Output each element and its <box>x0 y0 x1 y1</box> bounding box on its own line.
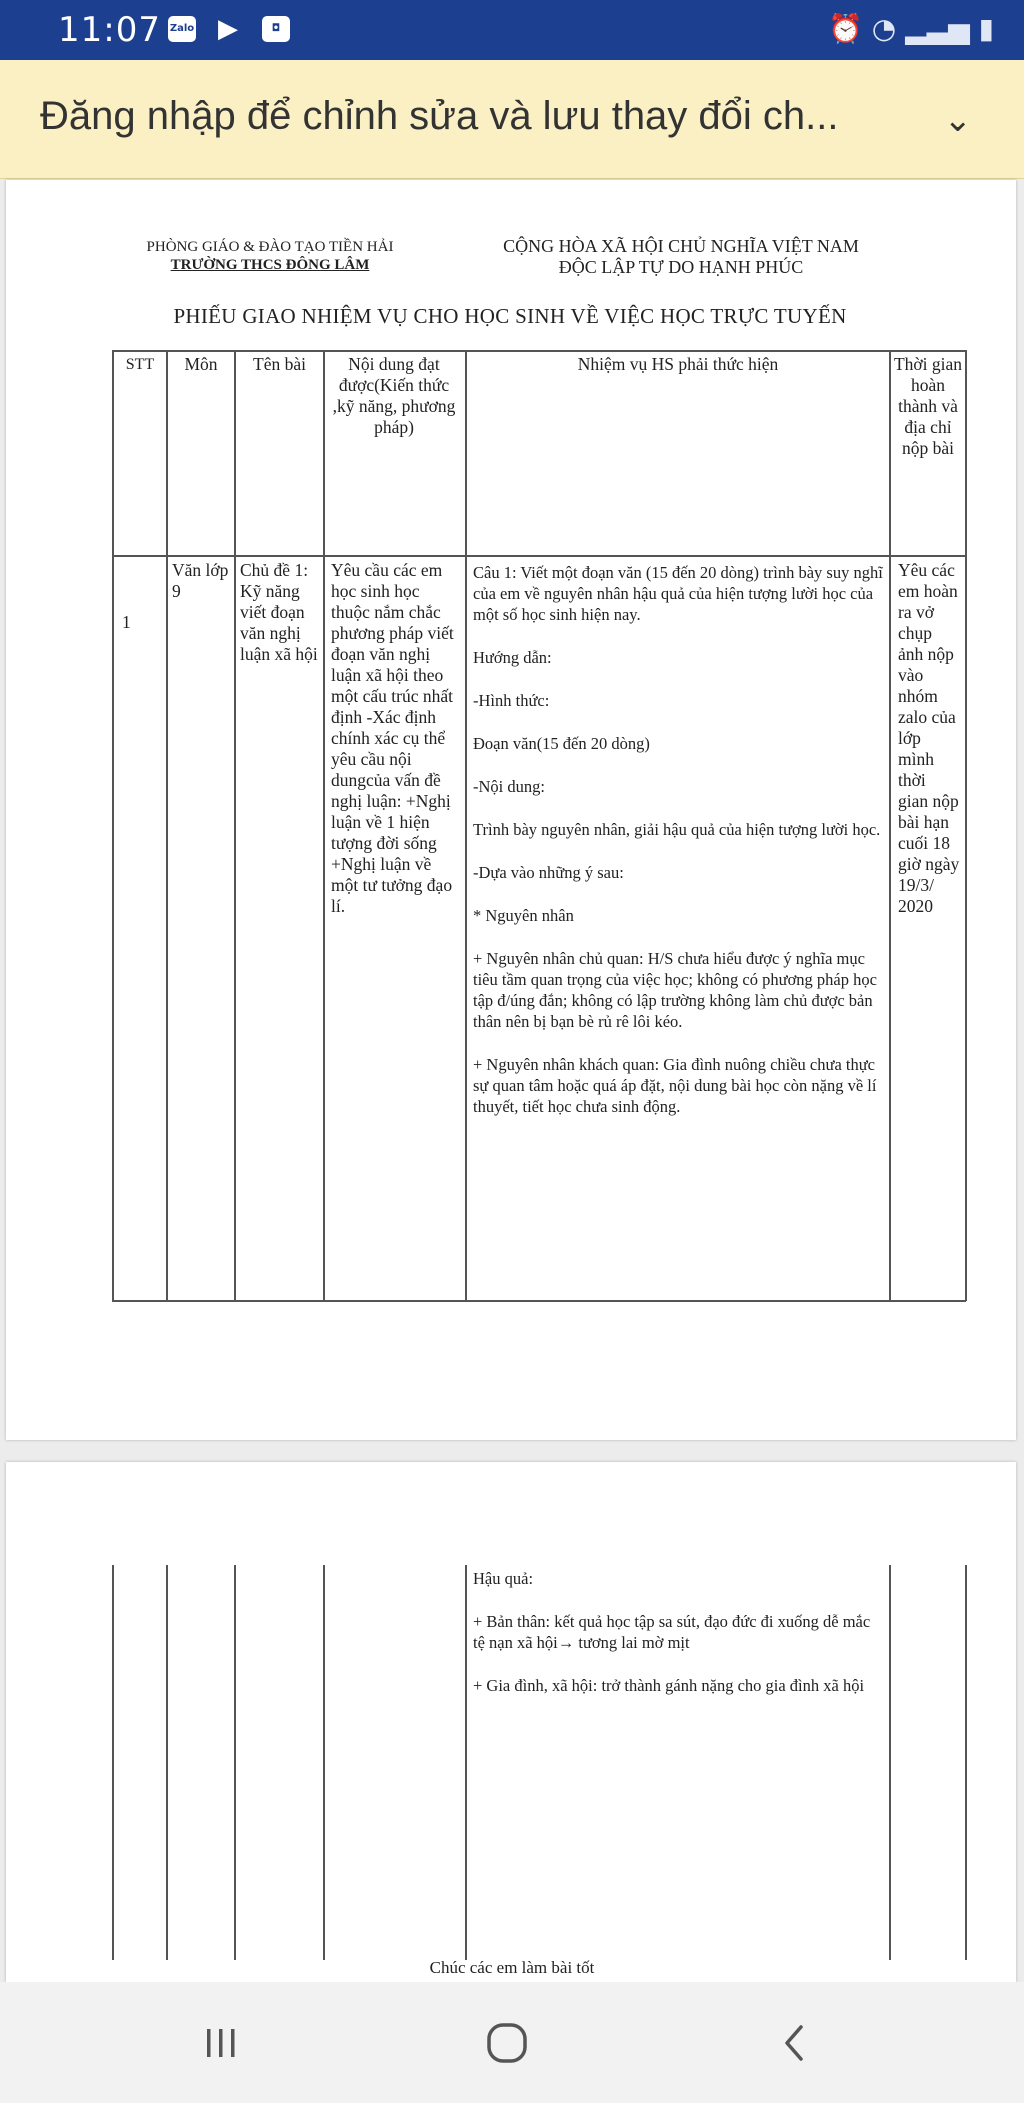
status-icons <box>828 12 994 45</box>
department-name: PHÒNG GIÁO & ĐÀO TẠO TIỀN HẢI <box>146 239 394 255</box>
alarm-icon: ⏰ <box>827 12 863 45</box>
task-paragraph: Câu 1: Viết một đoạn văn (15 đến 20 dòng) trình bày suy nghĩ của em về nguyên nhân hậu quả của hiện tượng lười học của một số học sinh hiện nay. <box>473 563 883 624</box>
row-nhiem-vu <box>473 562 883 1139</box>
chevron-down-icon[interactable]: ⌄ <box>943 100 972 140</box>
continuation-cell <box>473 1568 883 1718</box>
closing-message: Chúc các em làm bài tốt <box>429 1958 595 1977</box>
signal-icon: ▂▃▅ <box>905 12 970 45</box>
back-icon <box>773 2021 817 2065</box>
row-ten-bai: Chủ đề 1: Kỹ năng viết đoạn văn nghị luận xã hội <box>240 560 318 664</box>
page-title: PHIẾU GIAO NHIỆM VỤ CHO HỌC SINH VỀ VIỆC HỌC TRỰC TUYẾN <box>173 304 847 328</box>
recent-apps-icon <box>199 2021 243 2065</box>
header-stt: STT <box>125 356 155 373</box>
task-paragraph: Hướng dẫn: <box>473 648 552 667</box>
header-left <box>130 238 410 274</box>
consequence-paragraph: + Gia đình, xã hội: trở thành gánh nặng cho gia đình xã hội <box>473 1676 865 1695</box>
task-paragraph: Đoạn văn(15 đến 20 dòng) <box>473 734 650 753</box>
consequence-paragraph: + Bản thân: kết quả học tập sa sút, đạo đức đi xuống dễ mắc tệ nạn xã hội→ tương lai mờ mịt <box>473 1612 871 1652</box>
play-store-icon: ▶ <box>218 14 238 44</box>
navigation-bar <box>0 1982 1024 2103</box>
task-paragraph: -Nội dung: <box>473 777 545 796</box>
gallery-icon: ◘ <box>262 16 290 42</box>
zalo-icon: Zalo <box>168 16 196 42</box>
header-mon: Môn <box>184 354 218 374</box>
document-page-2 <box>6 1462 1016 1982</box>
header-noi-dung: Nội dung đạt được(Kiến thức ,kỹ năng, phương pháp) <box>332 354 456 437</box>
header-right <box>475 236 887 278</box>
wifi-icon: ◔ <box>871 12 897 45</box>
country-name: CỘNG HÒA XÃ HỘI CHỦ NGHĨA VIỆT NAM <box>503 236 859 256</box>
task-paragraph: Trình bày nguyên nhân, giải hậu quả của hiện tượng lười học. <box>473 820 881 839</box>
task-paragraph: + Nguyên nhân chủ quan: H/S chưa hiểu được ý nghĩa mục tiêu tầm quan trọng của việc học; không có phương pháp học tập đ/úng đắn; không có lập trường không làm chủ được bản thân nên bị bạn bè rủ rê lôi kéo. <box>473 949 877 1031</box>
header-nhiem-vu: Nhiệm vụ HS phải thức hiện <box>577 354 779 374</box>
home-button[interactable] <box>447 1982 567 2103</box>
row-thoi-gian: Yêu các em hoàn ra vở chụp ảnh nộp vào nhóm zalo của lớp mình thời gian nộp bài hạn cuối 18 giờ ngày 19/3/ 2020 <box>898 560 960 916</box>
sign-in-banner[interactable] <box>0 60 1024 179</box>
status-time: 11:07 <box>58 10 161 50</box>
task-paragraph: * Nguyên nhân <box>473 906 574 925</box>
task-paragraph: + Nguyên nhân khách quan: Gia đình nuông chiều chưa thực sự quan tâm hoặc quá áp đặt, nội dung bài học còn nặng về lí thuyết, tiết học chưa sinh động. <box>473 1055 877 1116</box>
row-noi-dung: Yêu cầu các em học sinh học thuộc nắm chắc phương pháp viết đoạn văn nghị luận xã hội theo một cấu trúc nhất định -Xác định chính xác cụ thể yêu cầu nội dungcủa vấn đề nghị luận: +Nghị luận về 1 hiện tượng đời sống +Nghị luận về một tư tưởng đạo lí. <box>331 560 454 916</box>
task-paragraph: -Hình thức: <box>473 691 550 710</box>
header-ten-bai: Tên bài <box>253 354 306 374</box>
school-name: TRƯỜNG THCS ĐÔNG LÂM <box>170 257 370 273</box>
consequence-paragraph: Hậu quả: <box>473 1569 534 1588</box>
back-button[interactable] <box>735 1982 855 2103</box>
status-bar <box>0 0 1024 60</box>
home-icon <box>482 2018 532 2068</box>
header-thoi-gian: Thời gian hoàn thành và địa chỉ nộp bài <box>893 354 963 458</box>
sign-in-message[interactable]: Đăng nhập để chỉnh sửa và lưu thay đổi ch... <box>40 94 839 138</box>
recent-apps-button[interactable] <box>161 1982 281 2103</box>
row-stt: 1 <box>122 612 131 632</box>
task-paragraph: -Dựa vào những ý sau: <box>473 863 624 882</box>
row-mon: Văn lớp 9 <box>172 560 229 601</box>
battery-icon: ▮ <box>978 12 994 45</box>
motto: ĐỘC LẬP TỰ DO HẠNH PHÚC <box>558 257 804 277</box>
